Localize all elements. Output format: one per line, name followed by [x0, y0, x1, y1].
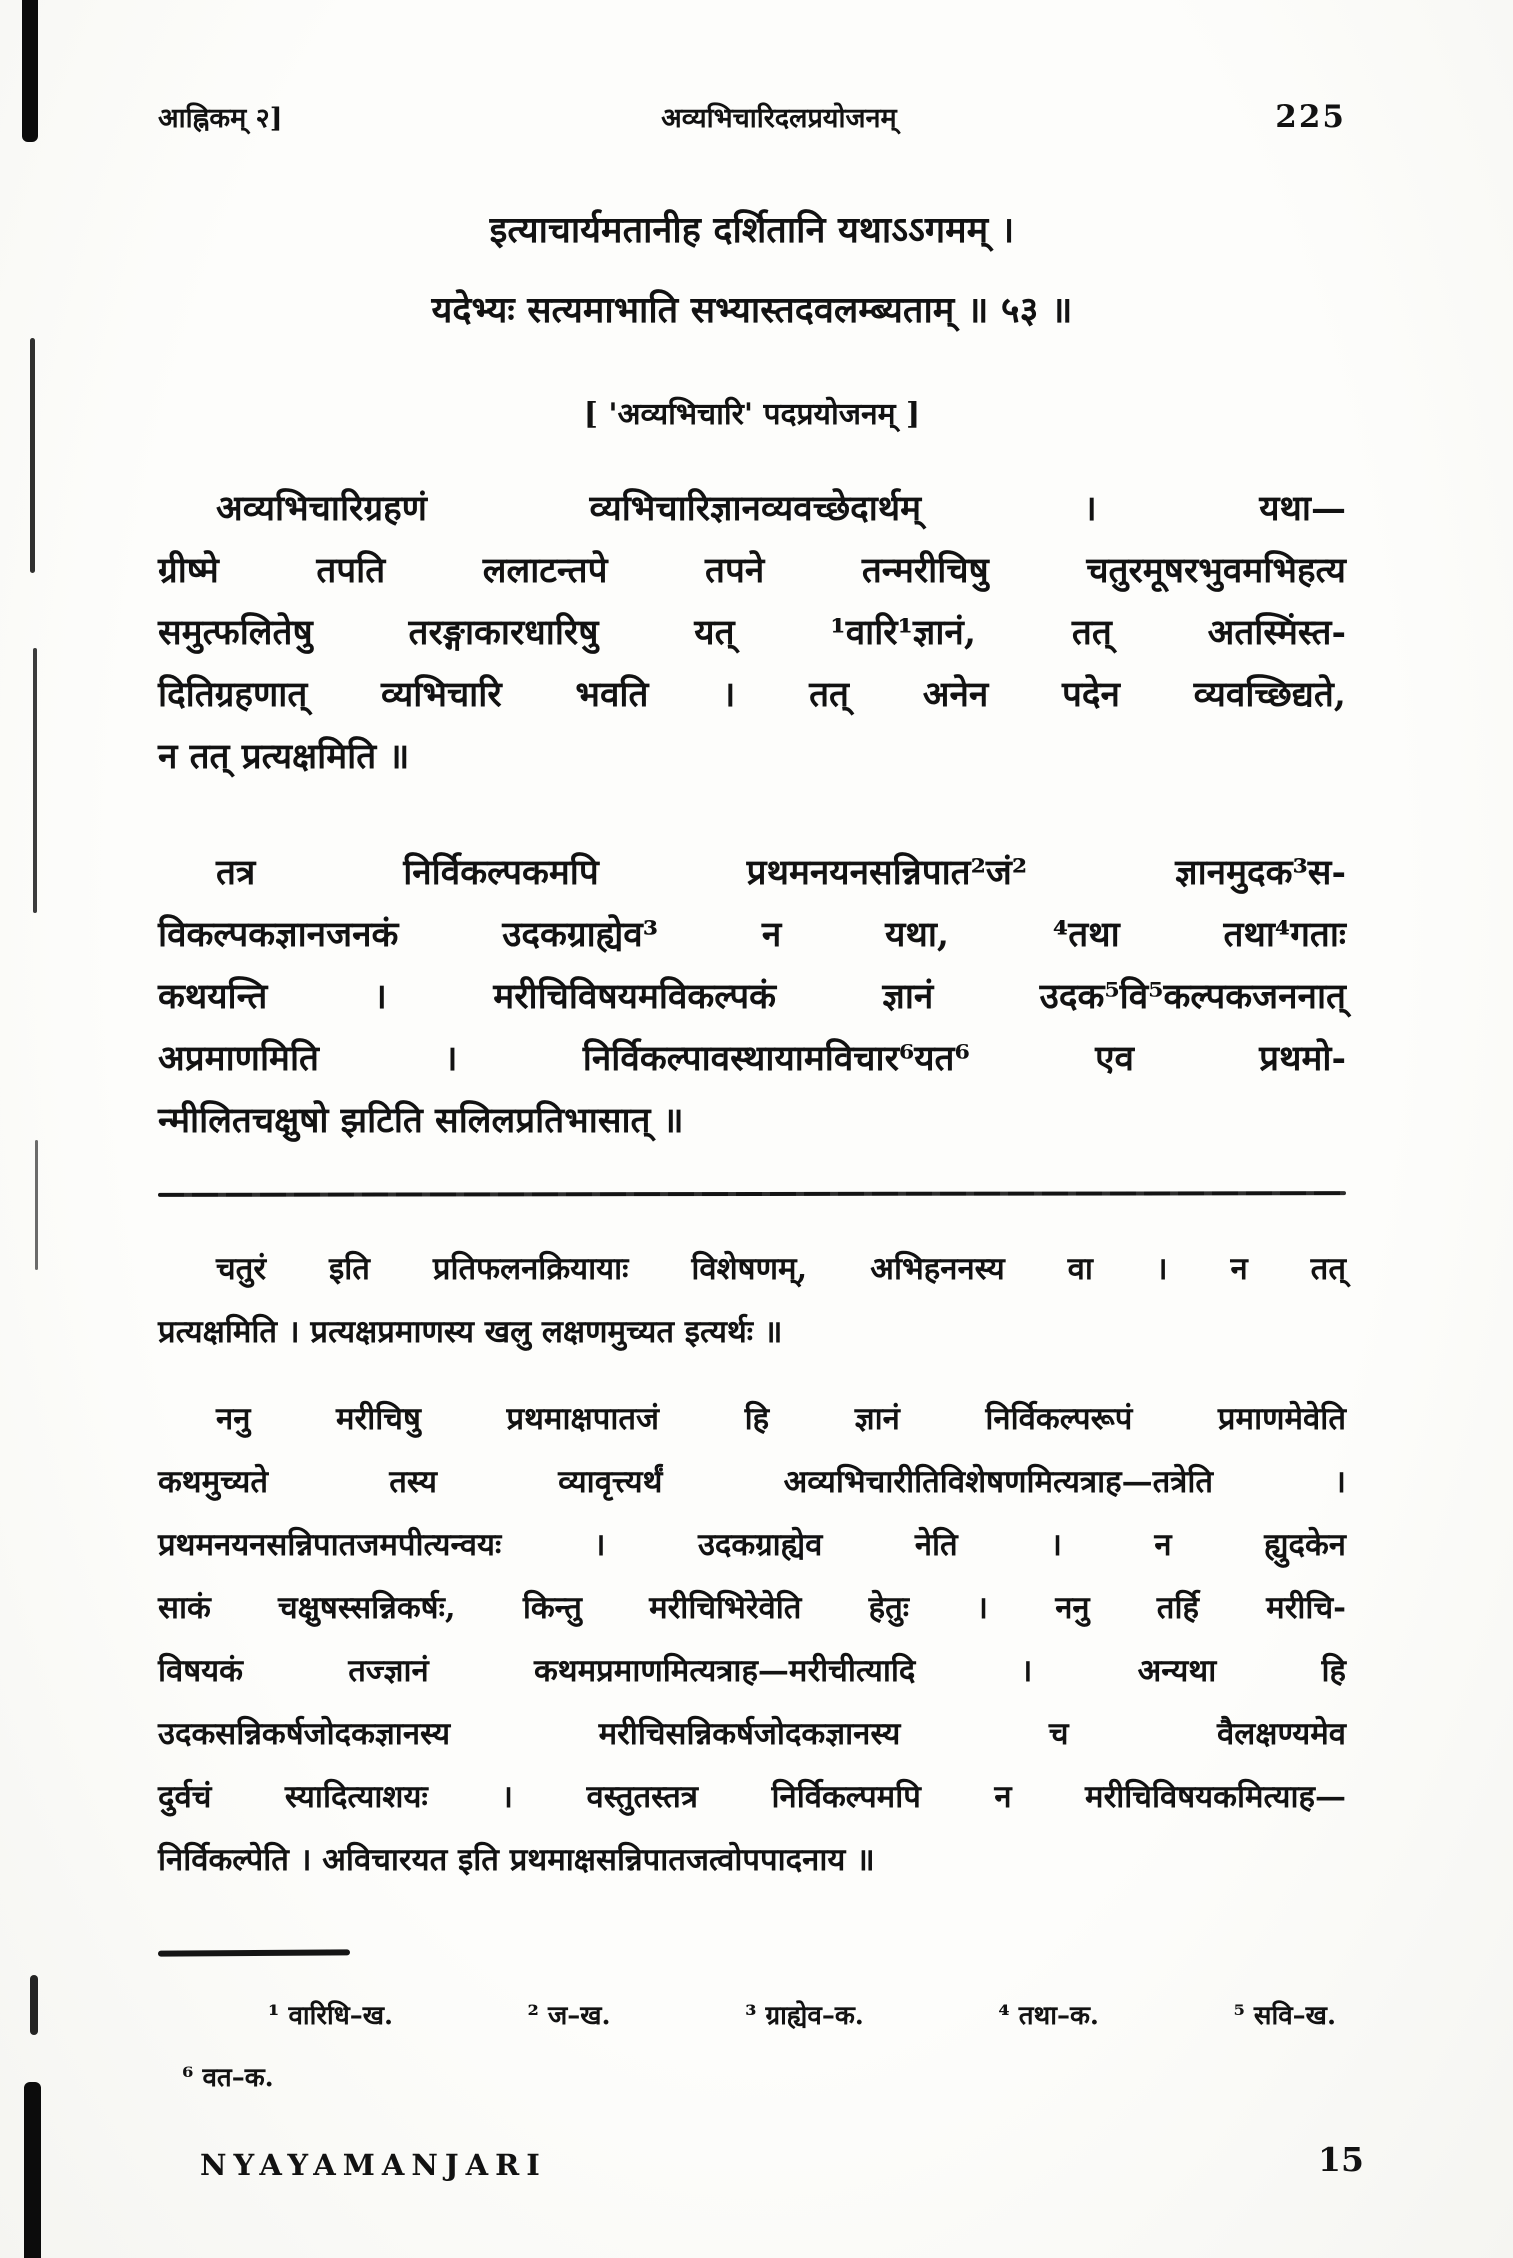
footnote-item: ³ ग्राह्येव–क. [745, 2001, 864, 2031]
verse-line: इत्याचार्यमतानीह दर्शितानि यथाऽऽगमम् । [489, 209, 1015, 251]
text-line: ग्रीष्मे तपति ललाटन्तपे तपने तन्मरीचिषु चतुरमूषरभुवमभिहत्य [158, 550, 1346, 591]
paragraph-2 [158, 842, 1346, 1152]
footnote-separator-rule [158, 1949, 350, 1956]
text-line: दितिग्रहणात् व्यभिचारि भवति । तत् अनेन पदेन व्यवच्छिद्यते, [158, 674, 1346, 715]
footnote-item: ¹ वारिधि–ख. [268, 2001, 394, 2031]
scan-artifact-left-edge-2 [33, 648, 37, 913]
text-line: उदकसन्निकर्षजोदकज्ञानस्य मरीचिसन्निकर्षजोदकज्ञानस्य च वैलक्षण्यमेव [158, 1716, 1346, 1752]
text-line: अप्रमाणमिति । निर्विकल्पावस्थायामविचार⁶यत⁶ एव प्रथमो- [158, 1038, 1346, 1079]
text-line: कथयन्ति । मरीचिविषयमविकल्पकं ज्ञानं उदक⁵वि⁵कल्पकजननात् [158, 976, 1346, 1017]
header-page-number: 225 [1275, 99, 1346, 135]
footnote-item: ⁵ सवि–ख. [1233, 2001, 1336, 2031]
paragraph-4 [158, 1388, 1346, 1892]
footer-page-number: 15 [1318, 2140, 1364, 2179]
footer-book-title: NYAYAMANJARI [200, 2148, 547, 2182]
paragraph-1 [158, 478, 1346, 788]
section-divider-rule [158, 1191, 1346, 1197]
scan-artifact-top-left [22, 0, 38, 142]
text-line: साकं चक्षुषस्सन्निकर्षः, किन्तु मरीचिभिरेवेति हेतुः । ननु तर्हि मरीचि- [158, 1590, 1346, 1626]
text-line: न तत् प्रत्यक्षमिति ॥ [158, 736, 410, 777]
text-line: अव्यभिचारिग्रहणं व्यभिचारिज्ञानव्यवच्छेदार्थम् । यथा— [216, 488, 1346, 529]
paragraph-3 [158, 1238, 1346, 1364]
footnote-item: ² ज–ख. [527, 2001, 611, 2031]
scan-artifact-left-edge-1 [30, 338, 35, 573]
verse-line: यदेभ्यः सत्यमाभाति सभ्यास्तदवलम्ब्यताम् ॥ ५३ ॥ [431, 289, 1073, 331]
footnotes-row [268, 1996, 1336, 2032]
scan-artifact-left-edge-4 [30, 1975, 38, 2035]
scan-artifact-bottom-left [24, 2082, 41, 2258]
text-line: कथमुच्यते तस्य व्यावृत्त्यर्थं अव्यभिचारीतिविशेषणमित्यत्राह—तत्रेति । [158, 1464, 1346, 1500]
header-section-title: अव्यभिचारिदलप्रयोजनम् [661, 103, 897, 134]
text-line: निर्विकल्पेति । अविचारयत इति प्रथमाक्षसन्निपातजत्वोपपादनाय ॥ [158, 1842, 875, 1878]
text-line: प्रत्यक्षमिति । प्रत्यक्षप्रमाणस्य खलु लक्षणमुच्यत इत्यर्थः ॥ [158, 1314, 783, 1350]
text-line: तत्र निर्विकल्पकमपि प्रथमनयनसन्निपात²जं² ज्ञानमुदक³स- [216, 852, 1346, 893]
footnote-item: ⁴ तथा–क. [998, 2001, 1099, 2031]
text-line: समुत्फलितेषु तरङ्गाकारधारिषु यत् ¹वारि¹ज्ञानं, तत् अतस्मिंस्त- [158, 612, 1346, 653]
text-line: ननु मरीचिषु प्रथमाक्षपातजं हि ज्ञानं निर्विकल्परूपं प्रमाणमेवेति [216, 1401, 1346, 1437]
running-header [158, 98, 1346, 135]
verse-block [158, 190, 1346, 350]
text-line: प्रथमनयनसन्निपातजमपीत्यन्वयः । उदकग्राह्येव नेति । न ह्युदकेन [158, 1527, 1346, 1563]
header-chapter-label: आह्निकम् २] [158, 103, 283, 134]
text-line: दुर्वचं स्यादित्याशयः । वस्तुतस्तत्र निर्विकल्पमपि न मरीचिविषयकमित्याह— [158, 1779, 1346, 1815]
section-heading: [ 'अव्यभिचारि' पदप्रयोजनम् ] [583, 397, 921, 432]
text-line: विकल्पकज्ञानजनकं उदकग्राह्येव³ न यथा, ⁴तथा तथा⁴गताः [158, 914, 1347, 955]
scan-artifact-left-edge-3 [35, 1140, 38, 1270]
text-line: न्मीलितचक्षुषो झटिति सलिलप्रतिभासात् ॥ [158, 1100, 684, 1141]
text-line: चतुरं इति प्रतिफलनक्रियायाः विशेषणम्, अभिहननस्य वा । न तत् [216, 1251, 1346, 1287]
footnote-item: ⁶ वत–क. [182, 2063, 274, 2093]
text-line: विषयकं तज्ज्ञानं कथमप्रमाणमित्यत्राह—मरीचीत्यादि । अन्यथा हि [158, 1653, 1346, 1689]
